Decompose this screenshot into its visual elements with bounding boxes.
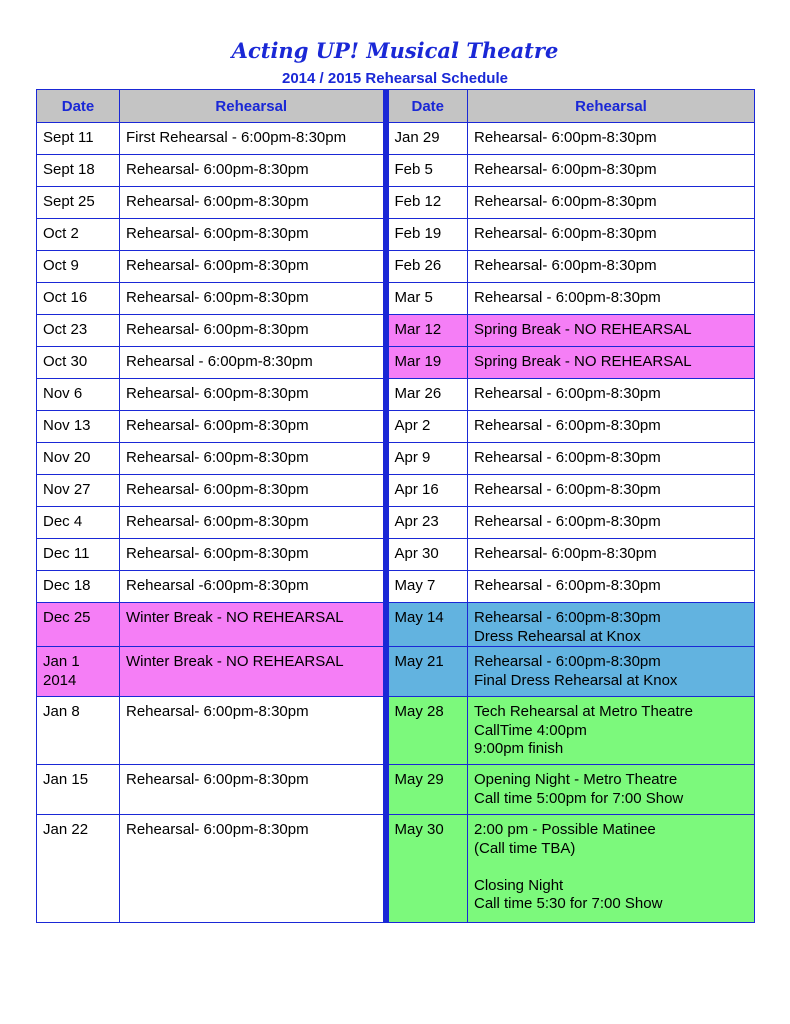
right-rehearsal-cell: Rehearsal - 6:00pm-8:30pm Final Dress Rehearsal at Knox bbox=[468, 647, 755, 697]
header-row bbox=[37, 90, 755, 123]
left-date-cell: Jan 22 bbox=[37, 815, 120, 923]
right-date-cell: Mar 19 bbox=[386, 347, 468, 379]
right-rehearsal-cell: Spring Break - NO REHEARSAL bbox=[468, 347, 755, 379]
right-rehearsal-cell: Rehearsal- 6:00pm-8:30pm bbox=[468, 187, 755, 219]
table-row bbox=[37, 539, 755, 571]
left-rehearsal-cell: Rehearsal - 6:00pm-8:30pm bbox=[120, 347, 386, 379]
right-date-cell: Feb 19 bbox=[386, 219, 468, 251]
right-rehearsal-cell: Rehearsal- 6:00pm-8:30pm bbox=[468, 251, 755, 283]
table-row bbox=[37, 251, 755, 283]
left-date-cell: Dec 11 bbox=[37, 539, 120, 571]
right-rehearsal-cell: Rehearsal - 6:00pm-8:30pm Dress Rehearsal at Knox bbox=[468, 603, 755, 647]
right-rehearsal-cell: 2:00 pm - Possible Matinee (Call time TBA) Closing Night Call time 5:30 for 7:00 Show bbox=[468, 815, 755, 923]
left-date-cell: Nov 6 bbox=[37, 379, 120, 411]
table-row bbox=[37, 219, 755, 251]
right-date-cell: Feb 12 bbox=[386, 187, 468, 219]
right-date-cell: May 29 bbox=[386, 765, 468, 815]
table-row bbox=[37, 379, 755, 411]
left-rehearsal-cell: Winter Break - NO REHEARSAL bbox=[120, 647, 386, 697]
right-rehearsal-cell: Rehearsal- 6:00pm-8:30pm bbox=[468, 155, 755, 187]
right-rehearsal-cell: Rehearsal - 6:00pm-8:30pm bbox=[468, 507, 755, 539]
right-date-cell: May 30 bbox=[386, 815, 468, 923]
right-rehearsal-cell: Rehearsal - 6:00pm-8:30pm bbox=[468, 443, 755, 475]
left-date-cell: Jan 15 bbox=[37, 765, 120, 815]
left-rehearsal-cell: Rehearsal- 6:00pm-8:30pm bbox=[120, 475, 386, 507]
table-row bbox=[37, 697, 755, 765]
left-rehearsal-cell: Rehearsal- 6:00pm-8:30pm bbox=[120, 379, 386, 411]
left-rehearsal-cell: Rehearsal- 6:00pm-8:30pm bbox=[120, 315, 386, 347]
right-date-cell: May 21 bbox=[386, 647, 468, 697]
right-date-cell: Apr 2 bbox=[386, 411, 468, 443]
right-rehearsal-cell: Rehearsal - 6:00pm-8:30pm bbox=[468, 571, 755, 603]
table-row bbox=[37, 443, 755, 475]
right-date-cell: Apr 30 bbox=[386, 539, 468, 571]
left-date-cell: Oct 30 bbox=[37, 347, 120, 379]
right-date-cell: Mar 26 bbox=[386, 379, 468, 411]
left-rehearsal-cell: Rehearsal- 6:00pm-8:30pm bbox=[120, 765, 386, 815]
left-rehearsal-cell: Rehearsal- 6:00pm-8:30pm bbox=[120, 187, 386, 219]
right-rehearsal-cell: Rehearsal- 6:00pm-8:30pm bbox=[468, 123, 755, 155]
left-date-cell: Sept 18 bbox=[37, 155, 120, 187]
table-row bbox=[37, 411, 755, 443]
left-rehearsal-cell: Rehearsal- 6:00pm-8:30pm bbox=[120, 411, 386, 443]
left-rehearsal-cell: Rehearsal- 6:00pm-8:30pm bbox=[120, 283, 386, 315]
right-date-cell: Apr 16 bbox=[386, 475, 468, 507]
left-rehearsal-cell: Rehearsal- 6:00pm-8:30pm bbox=[120, 539, 386, 571]
left-date-cell: Dec 18 bbox=[37, 571, 120, 603]
left-rehearsal-cell: Rehearsal -6:00pm-8:30pm bbox=[120, 571, 386, 603]
rehearsal-header-left: Rehearsal bbox=[120, 90, 386, 123]
right-date-cell: May 28 bbox=[386, 697, 468, 765]
left-rehearsal-cell: First Rehearsal - 6:00pm-8:30pm bbox=[120, 123, 386, 155]
table-row bbox=[37, 475, 755, 507]
right-rehearsal-cell: Tech Rehearsal at Metro Theatre CallTime 4:00pm 9:00pm finish bbox=[468, 697, 755, 765]
table-row bbox=[37, 283, 755, 315]
left-rehearsal-cell: Winter Break - NO REHEARSAL bbox=[120, 603, 386, 647]
left-date-cell: Jan 1 2014 bbox=[37, 647, 120, 697]
table-row bbox=[37, 187, 755, 219]
left-rehearsal-cell: Rehearsal- 6:00pm-8:30pm bbox=[120, 507, 386, 539]
right-date-cell: Feb 26 bbox=[386, 251, 468, 283]
left-rehearsal-cell: Rehearsal- 6:00pm-8:30pm bbox=[120, 815, 386, 923]
left-rehearsal-cell: Rehearsal- 6:00pm-8:30pm bbox=[120, 443, 386, 475]
right-rehearsal-cell: Rehearsal - 6:00pm-8:30pm bbox=[468, 475, 755, 507]
table-row bbox=[37, 647, 755, 697]
left-date-cell: Oct 9 bbox=[37, 251, 120, 283]
left-date-cell: Dec 25 bbox=[37, 603, 120, 647]
left-date-cell: Jan 8 bbox=[37, 697, 120, 765]
right-rehearsal-cell: Rehearsal - 6:00pm-8:30pm bbox=[468, 283, 755, 315]
left-date-cell: Nov 27 bbox=[37, 475, 120, 507]
table-row bbox=[37, 315, 755, 347]
left-date-cell: Sept 25 bbox=[37, 187, 120, 219]
right-date-cell: Mar 5 bbox=[386, 283, 468, 315]
right-rehearsal-cell: Spring Break - NO REHEARSAL bbox=[468, 315, 755, 347]
right-date-cell: Apr 9 bbox=[386, 443, 468, 475]
right-date-cell: Mar 12 bbox=[386, 315, 468, 347]
date-header-left: Date bbox=[37, 90, 120, 123]
left-rehearsal-cell: Rehearsal- 6:00pm-8:30pm bbox=[120, 219, 386, 251]
right-rehearsal-cell: Rehearsal- 6:00pm-8:30pm bbox=[468, 219, 755, 251]
left-date-cell: Nov 20 bbox=[37, 443, 120, 475]
rehearsal-header-right: Rehearsal bbox=[468, 90, 755, 123]
table-row bbox=[37, 765, 755, 815]
table-row bbox=[37, 507, 755, 539]
left-rehearsal-cell: Rehearsal- 6:00pm-8:30pm bbox=[120, 697, 386, 765]
schedule-subtitle: 2014 / 2015 Rehearsal Schedule bbox=[282, 70, 508, 87]
page-title: Acting UP! Musical Theatre bbox=[231, 38, 559, 63]
table-row bbox=[37, 347, 755, 379]
left-date-cell: Nov 13 bbox=[37, 411, 120, 443]
table-row bbox=[37, 815, 755, 923]
right-rehearsal-cell: Opening Night - Metro Theatre Call time 5:00pm for 7:00 Show bbox=[468, 765, 755, 815]
table-row bbox=[37, 155, 755, 187]
right-date-cell: May 14 bbox=[386, 603, 468, 647]
table-row bbox=[37, 123, 755, 155]
left-date-cell: Oct 16 bbox=[37, 283, 120, 315]
right-rehearsal-cell: Rehearsal- 6:00pm-8:30pm bbox=[468, 539, 755, 571]
left-rehearsal-cell: Rehearsal- 6:00pm-8:30pm bbox=[120, 155, 386, 187]
right-rehearsal-cell: Rehearsal - 6:00pm-8:30pm bbox=[468, 411, 755, 443]
table-row bbox=[37, 571, 755, 603]
right-rehearsal-cell: Rehearsal - 6:00pm-8:30pm bbox=[468, 379, 755, 411]
right-date-cell: May 7 bbox=[386, 571, 468, 603]
left-rehearsal-cell: Rehearsal- 6:00pm-8:30pm bbox=[120, 251, 386, 283]
left-date-cell: Sept 11 bbox=[37, 123, 120, 155]
right-date-cell: Apr 23 bbox=[386, 507, 468, 539]
date-header-right: Date bbox=[386, 90, 468, 123]
left-date-cell: Dec 4 bbox=[37, 507, 120, 539]
right-date-cell: Feb 5 bbox=[386, 155, 468, 187]
rehearsal-schedule-table bbox=[36, 89, 755, 923]
left-date-cell: Oct 2 bbox=[37, 219, 120, 251]
left-date-cell: Oct 23 bbox=[37, 315, 120, 347]
table-row bbox=[37, 603, 755, 647]
right-date-cell: Jan 29 bbox=[386, 123, 468, 155]
